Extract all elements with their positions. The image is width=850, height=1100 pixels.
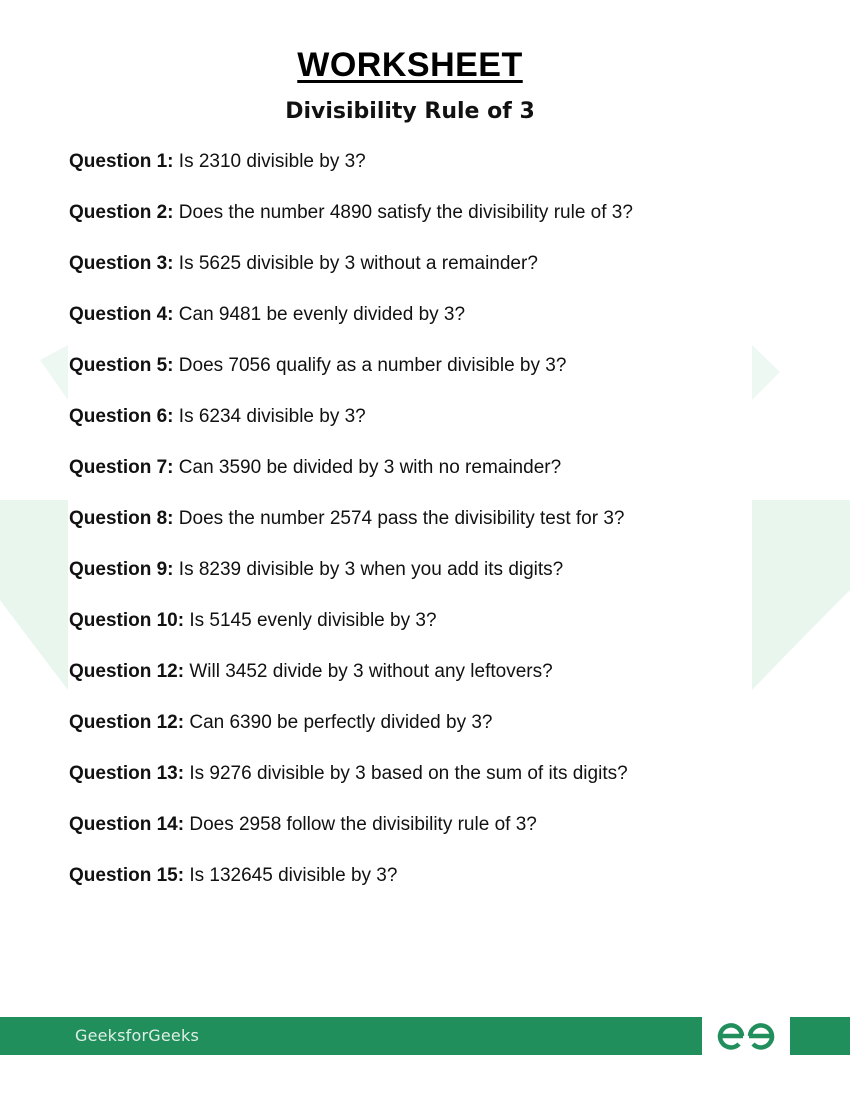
footer-bar (0, 1017, 702, 1055)
question-label: Question 5: (69, 355, 174, 376)
question-text: Does the number 4890 satisfy the divisibility rule of 3? (173, 202, 633, 223)
question-text: Can 9481 be evenly divided by 3? (173, 304, 466, 325)
question-text: Is 8239 divisible by 3 when you add its digits? (173, 559, 564, 580)
question-text: Will 3452 divide by 3 without any leftovers? (184, 661, 553, 682)
question-item (69, 609, 769, 660)
question-item (69, 660, 769, 711)
question-text: Is 9276 divisible by 3 based on the sum of its digits? (184, 763, 628, 784)
question-text: Is 5625 divisible by 3 without a remainder? (173, 253, 538, 274)
question-text: Is 2310 divisible by 3? (173, 151, 366, 172)
question-label: Question 10: (69, 610, 185, 631)
question-label: Question 15: (69, 865, 185, 886)
question-text: Can 6390 be perfectly divided by 3? (184, 712, 493, 733)
question-label: Question 2: (69, 202, 174, 223)
question-item (69, 252, 769, 303)
question-label: Question 4: (69, 304, 174, 325)
question-text: Does 7056 qualify as a number divisible by 3? (173, 355, 567, 376)
footer (0, 1017, 850, 1055)
question-label: Question 6: (69, 406, 174, 427)
question-item (69, 201, 769, 252)
gfg-logo-icon (708, 1017, 784, 1055)
question-item (69, 354, 769, 405)
question-text: Does 2958 follow the divisibility rule of 3? (184, 814, 537, 835)
question-item (69, 507, 769, 558)
question-label: Question 12: (69, 712, 185, 733)
question-item (69, 405, 769, 456)
question-label: Question 14: (69, 814, 185, 835)
question-item (69, 150, 769, 201)
question-label: Question 7: (69, 457, 174, 478)
question-item (69, 303, 769, 354)
question-text: Is 132645 divisible by 3? (184, 865, 398, 886)
question-label: Question 1: (69, 151, 174, 172)
question-item (69, 864, 769, 915)
question-label: Question 12: (69, 661, 185, 682)
question-label: Question 13: (69, 763, 185, 784)
question-item (69, 711, 769, 762)
page-title: WORKSHEET (297, 46, 523, 84)
page-subtitle: Divisibility Rule of 3 (285, 99, 535, 124)
question-text: Is 6234 divisible by 3? (173, 406, 366, 427)
question-item (69, 762, 769, 813)
question-item (69, 456, 769, 507)
question-text: Is 5145 evenly divisible by 3? (184, 610, 437, 631)
question-label: Question 3: (69, 253, 174, 274)
question-label: Question 8: (69, 508, 174, 529)
question-list (69, 150, 769, 915)
footer-brand: GeeksforGeeks (75, 1026, 199, 1045)
question-label: Question 9: (69, 559, 174, 580)
question-item (69, 813, 769, 864)
question-text: Does the number 2574 pass the divisibility test for 3? (173, 508, 625, 529)
question-text: Can 3590 be divided by 3 with no remainder? (173, 457, 562, 478)
question-item (69, 558, 769, 609)
footer-bar-end (790, 1017, 850, 1055)
